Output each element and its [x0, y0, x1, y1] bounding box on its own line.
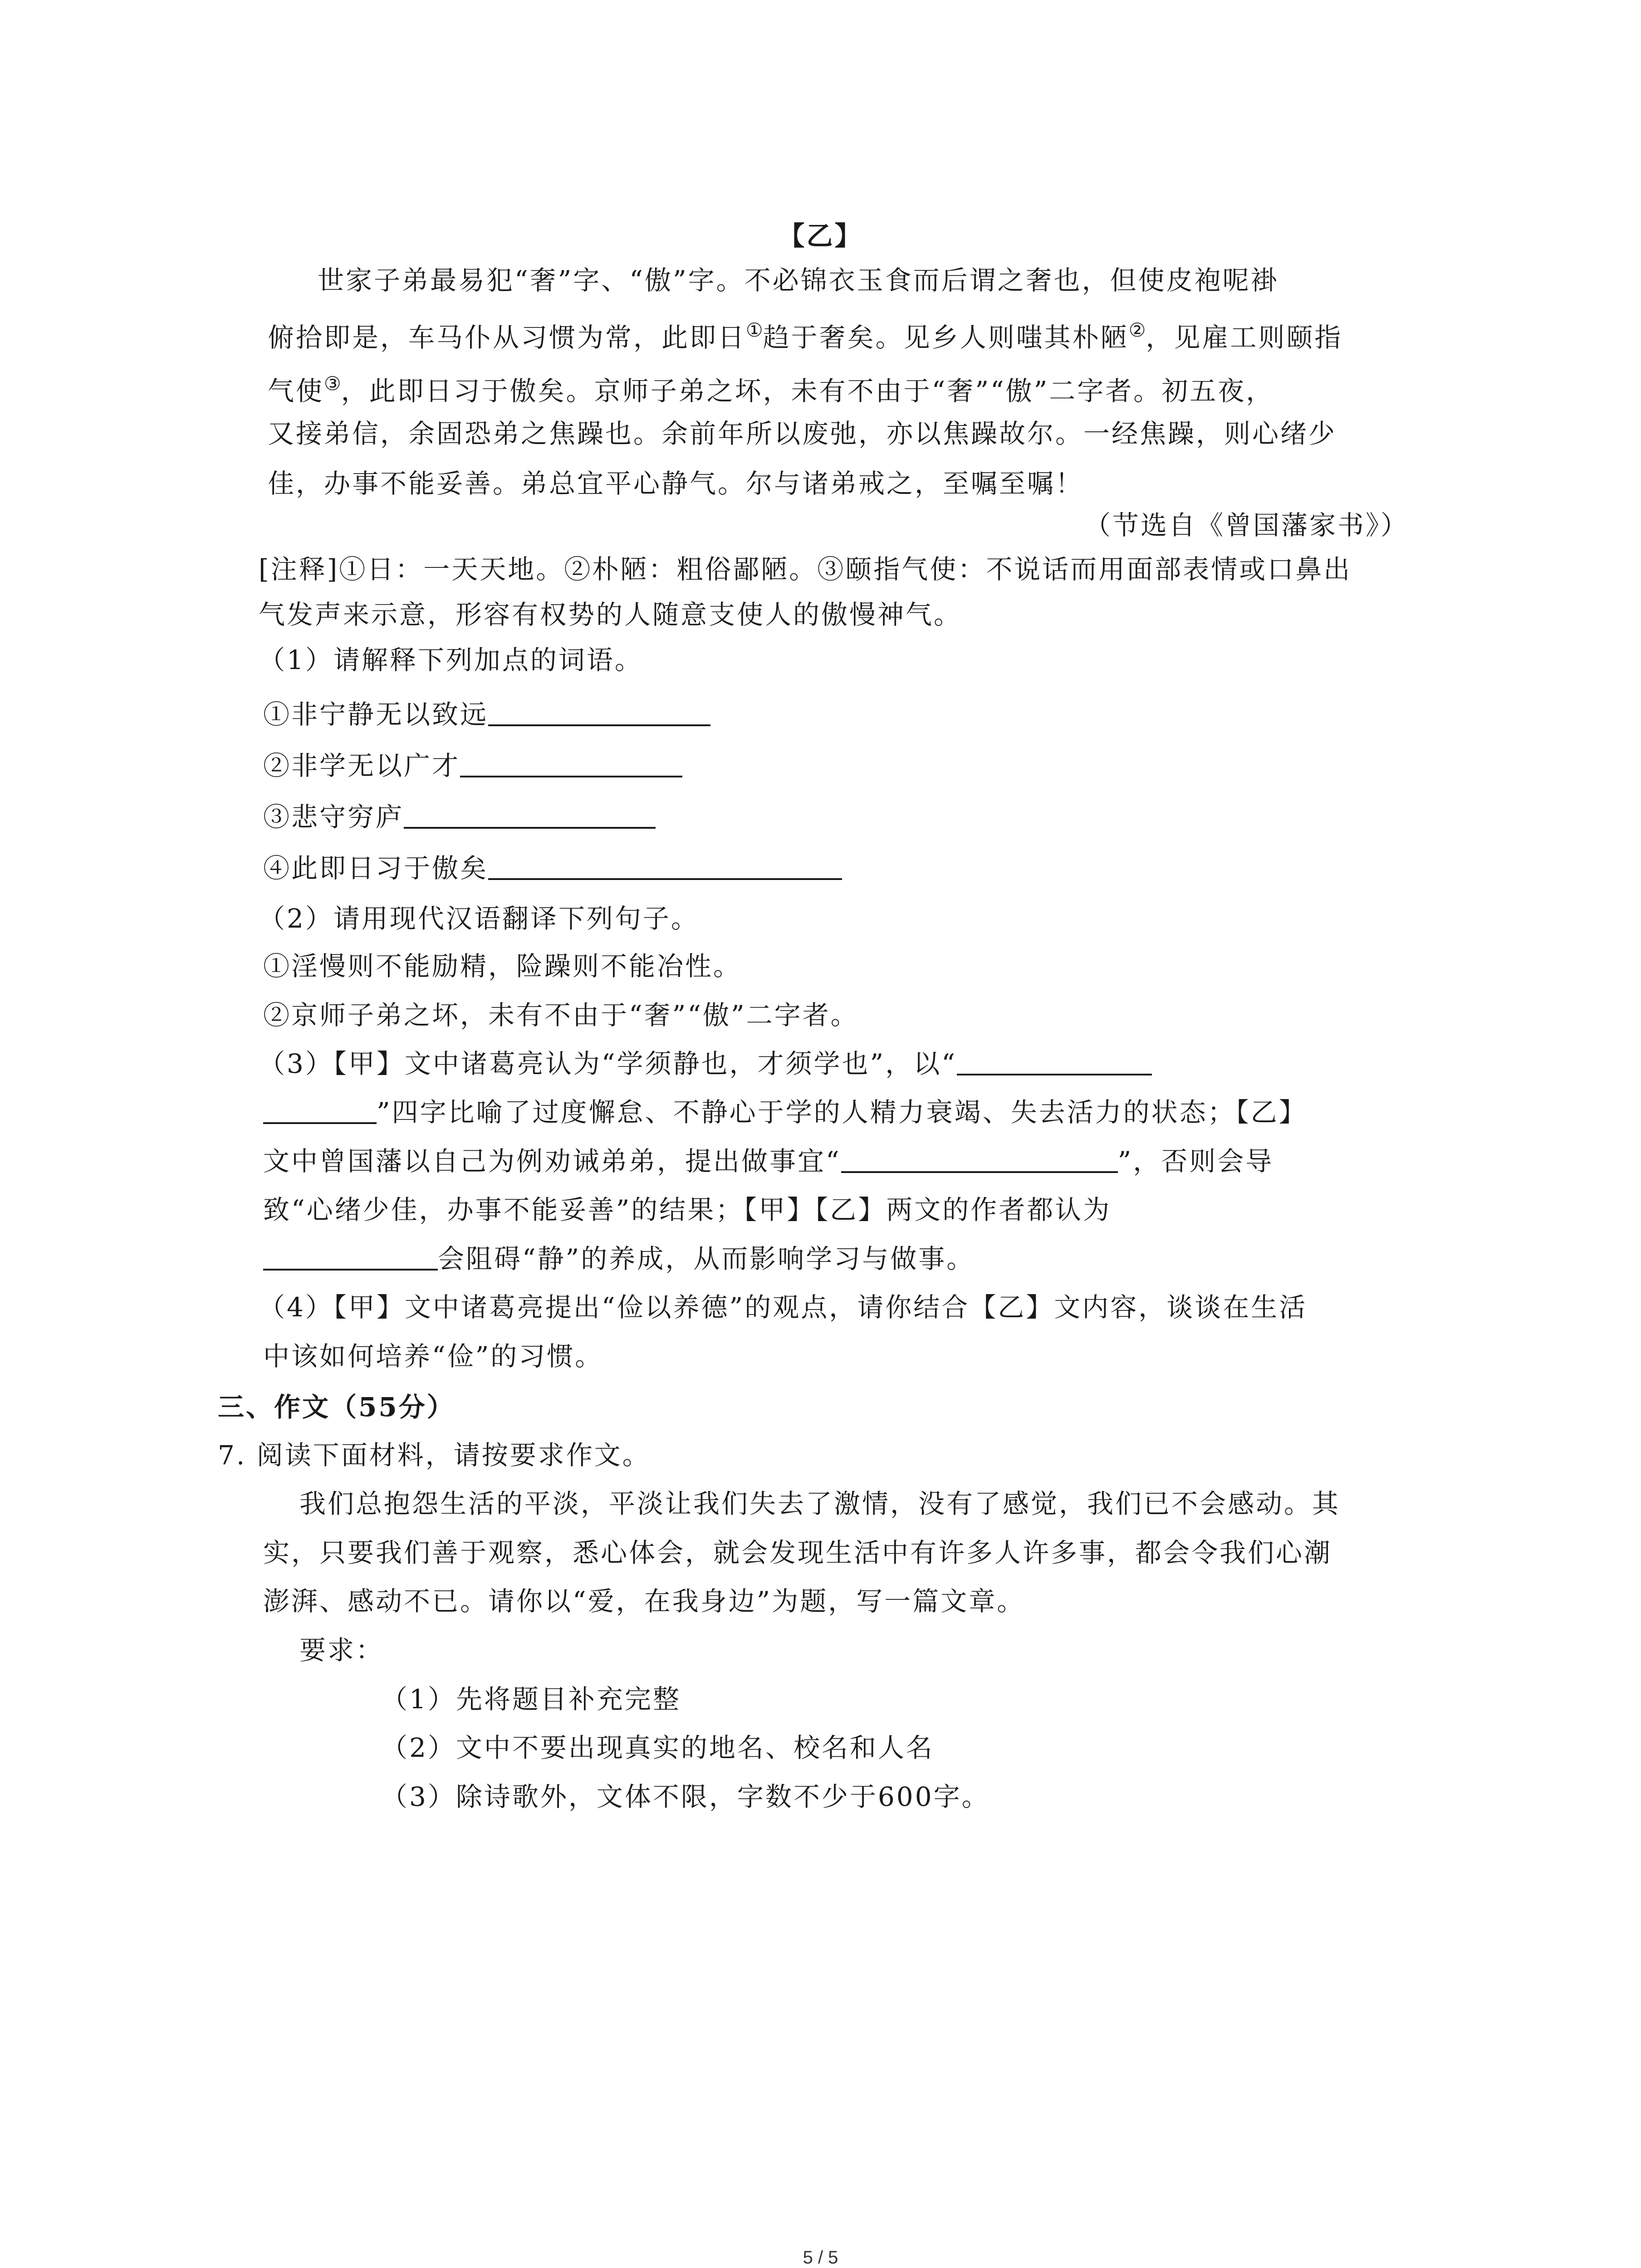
requirement-item: （1）先将题目补充完整: [381, 1684, 681, 1715]
answer-blank[interactable]: [488, 698, 710, 726]
annotation-line: [注释]①日：一天天地。②朴陋：粗俗鄙陋。③颐指气使：不说话而用面部表情或口鼻出: [259, 554, 1352, 585]
q4-line: 中该如何培养“俭”的习惯。: [263, 1341, 603, 1372]
answer-blank[interactable]: [263, 1096, 377, 1124]
q1-item: ①非宁静无以致远: [263, 696, 710, 733]
passage-line: 世家子弟最易犯“奢”字、“傲”字。不必锦衣玉食而后谓之奢也，但使皮袍呢褂: [318, 265, 1279, 296]
q3-line: 文中曾国藩以自己为例劝诫弟弟，提出做事宜“ ”，否则会导: [263, 1146, 1274, 1177]
q1-prompt: （1）请解释下列加点的词语。: [259, 645, 643, 675]
answer-blank[interactable]: [488, 852, 842, 880]
passage-line: 气使③，此即日习于傲矣。京师子弟之坏，未有不由于“奢”“傲”二字者。初五夜，: [268, 372, 1274, 406]
q4-line: （4）【甲】文中诸葛亮提出“俭以养德”的观点，请你结合【乙】文内容，谈谈在生活: [259, 1292, 1308, 1323]
passage-source: （节选自《曾国藩家书》）: [1084, 510, 1409, 541]
material-line: 实，只要我们善于观察，悉心体会，就会发现生活中有许多人许多事，都会令我们心潮: [263, 1537, 1332, 1568]
annotation-line: 气发声来示意，形容有权势的人随意支使人的傲慢神气。: [259, 599, 962, 630]
passage-line: 俯拾即是，车马仆从习惯为常，此即日①趋于奢矣。见乡人则嗤其朴陋②，见雇工则颐指: [268, 319, 1343, 353]
material-line: 我们总抱怨生活的平淡，平淡让我们失去了激情，没有了感觉，我们已不会感动。其: [299, 1488, 1341, 1519]
material-line: 澎湃、感动不已。请你以“爱，在我身边”为题，写一篇文章。: [263, 1586, 1025, 1617]
requirement-item: （3）除诗歌外，文体不限，字数不少于600字。: [381, 1781, 990, 1812]
answer-blank[interactable]: [263, 1242, 438, 1271]
requirement-item: （2）文中不要出现真实的地名、校名和人名: [381, 1732, 934, 1763]
q1-item: ④此即日习于傲矣: [263, 850, 842, 886]
q1-item: ②非学无以广才: [263, 748, 682, 784]
answer-blank[interactable]: [404, 801, 656, 829]
section-title: 三、作文（55分）: [218, 1392, 455, 1422]
passage-heading: 【乙】: [778, 220, 863, 251]
page-number: 5 / 5: [803, 2248, 838, 2268]
q7-line: 7. 阅读下面材料，请按要求作文。: [218, 1440, 651, 1471]
passage-line: 佳，办事不能妥善。弟总宜平心静气。尔与诸弟戒之，至嘱至嘱！: [268, 468, 1084, 499]
q2-prompt: （2）请用现代汉语翻译下列句子。: [259, 903, 699, 934]
q2-item: ②京师子弟之坏，未有不由于“奢”“傲”二字者。: [263, 1000, 859, 1031]
requirements-label: 要求：: [299, 1635, 384, 1666]
q2-item: ①淫慢则不能励精，险躁则不能冶性。: [263, 951, 742, 982]
answer-blank[interactable]: [841, 1145, 1118, 1173]
passage-line: 又接弟信，余固恐弟之焦躁也。余前年所以废弛，亦以焦躁故尔。一经焦躁，则心绪少: [268, 418, 1337, 449]
q3-line: 会阻碍“静”的养成，从而影响学习与做事。: [263, 1241, 975, 1277]
q3-line: （3）【甲】文中诸葛亮认为“学须静也，才须学也”，以“: [259, 1046, 1152, 1082]
q3-line: 致“心绪少佳，办事不能妥善”的结果；【甲】【乙】两文的作者都认为: [263, 1194, 1112, 1225]
note-mark: ③: [324, 372, 341, 395]
q3-line: ”四字比喻了过度懈怠、不静心于学的人精力衰竭、失去活力的状态；【乙】: [263, 1094, 1307, 1130]
answer-blank[interactable]: [460, 749, 682, 777]
note-mark: ①: [746, 319, 763, 341]
note-mark: ②: [1128, 319, 1146, 341]
q1-item: ③悲守穷庐: [263, 799, 656, 835]
answer-blank[interactable]: [957, 1047, 1152, 1075]
